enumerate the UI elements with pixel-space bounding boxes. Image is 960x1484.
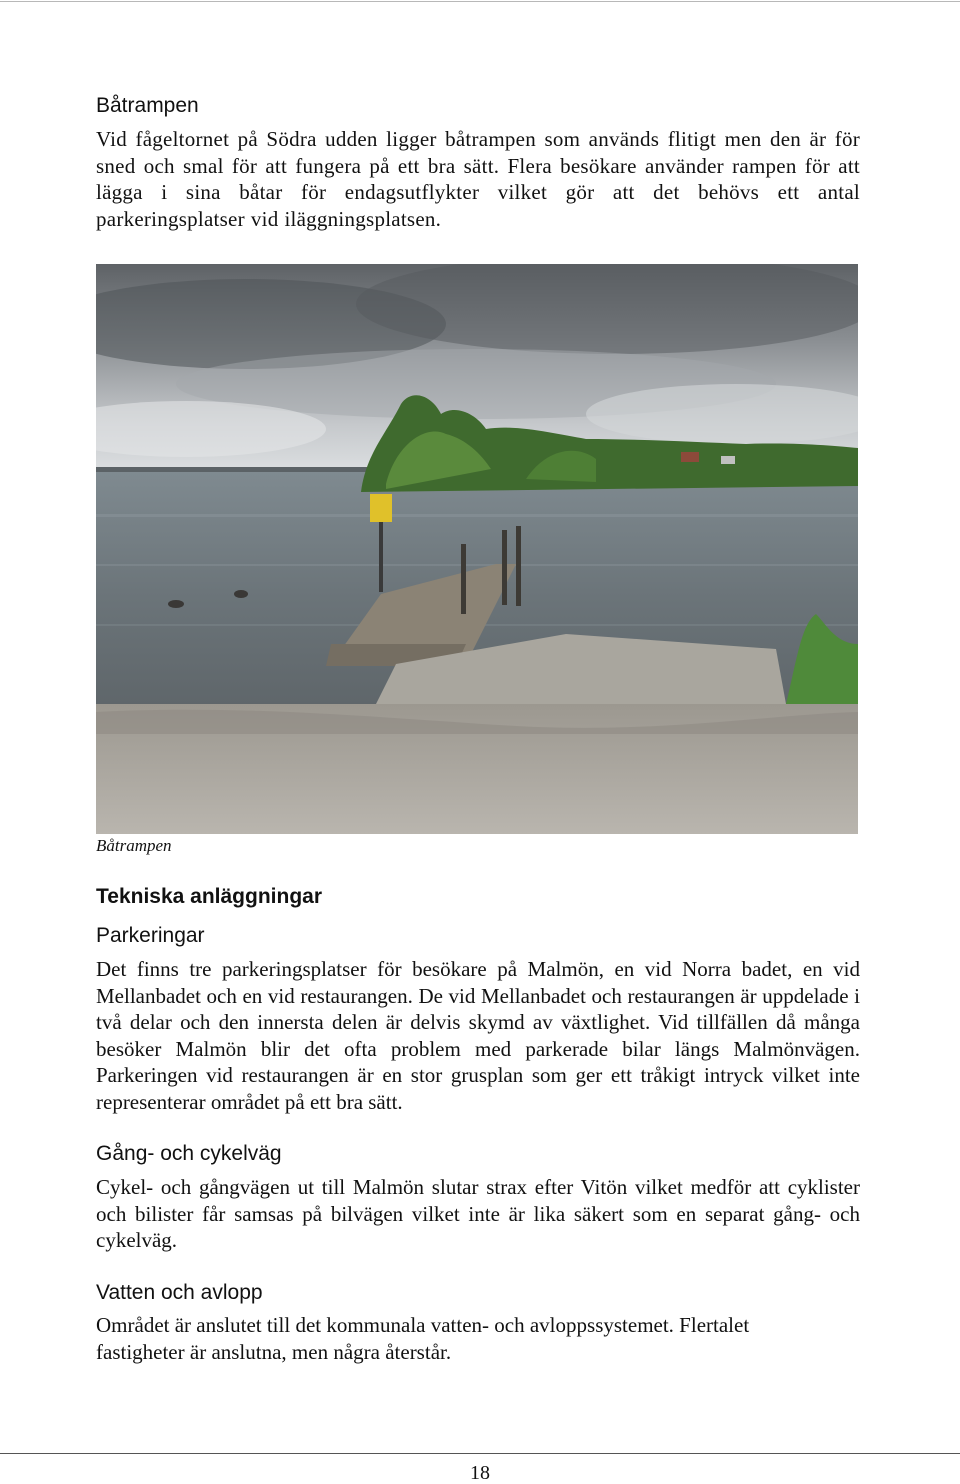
heading-parkeringar: Parkeringar [96,924,205,947]
page-number: 18 [470,1462,490,1484]
paragraph-vatten-och-avlopp: Området är anslutet till det kommunala vatten- och avloppssystemet. Flertalet fastigheter är anslutna, men några återstår. [96,1313,750,1364]
heading-vatten-och-avlopp: Vatten och avlopp [96,1281,263,1304]
footer-rule [0,1453,960,1454]
boat-ramp-photo [96,264,858,834]
paragraph-gang-och-cykelvag: Cykel- och gångvägen ut till Malmön slutar strax efter Vitön vilket medför att cyklister och bilister får samsas på bilvägen vilket inte är lika säkert som en separat gång- och cykelväg. [96,1175,860,1253]
heading-tekniska: Tekniska anläggningar [96,885,323,908]
top-rule [0,1,960,2]
heading-gang-och-cykelvag: Gång- och cykelväg [96,1142,282,1165]
paragraph-parkeringar: Det finns tre parkeringsplatser för besökare på Malmön, en vid Norra badet, en vid Mellanbadet och en vid restaurangen. De vid Mellanbadet och restaurangen är uppdelade i två delar och den innersta delen är delvis skymd av växtlighet. Vid tillfällen då många besöker Malmön blir det ofta problem med parkerade bilar längs Malmönvägen. Parkeringen vid restaurangen är en stor grusplan som ger ett tråkigt intryck vilket inte representerar området på ett bra sätt. [96,957,860,1114]
photo-caption: Båtrampen [96,836,172,855]
heading-batrampen: Båtrampen [96,94,199,117]
paragraph-batrampen: Vid fågeltornet på Södra udden ligger båtrampen som används flitigt men den är för sned och smal för att fungera på ett bra sätt. Flera besökare använder rampen för att lägga i sina båtar för endagsutflykter vilket gör att det behövs ett antal parkeringsplatser vid iläggningsplatsen. [96,127,860,231]
